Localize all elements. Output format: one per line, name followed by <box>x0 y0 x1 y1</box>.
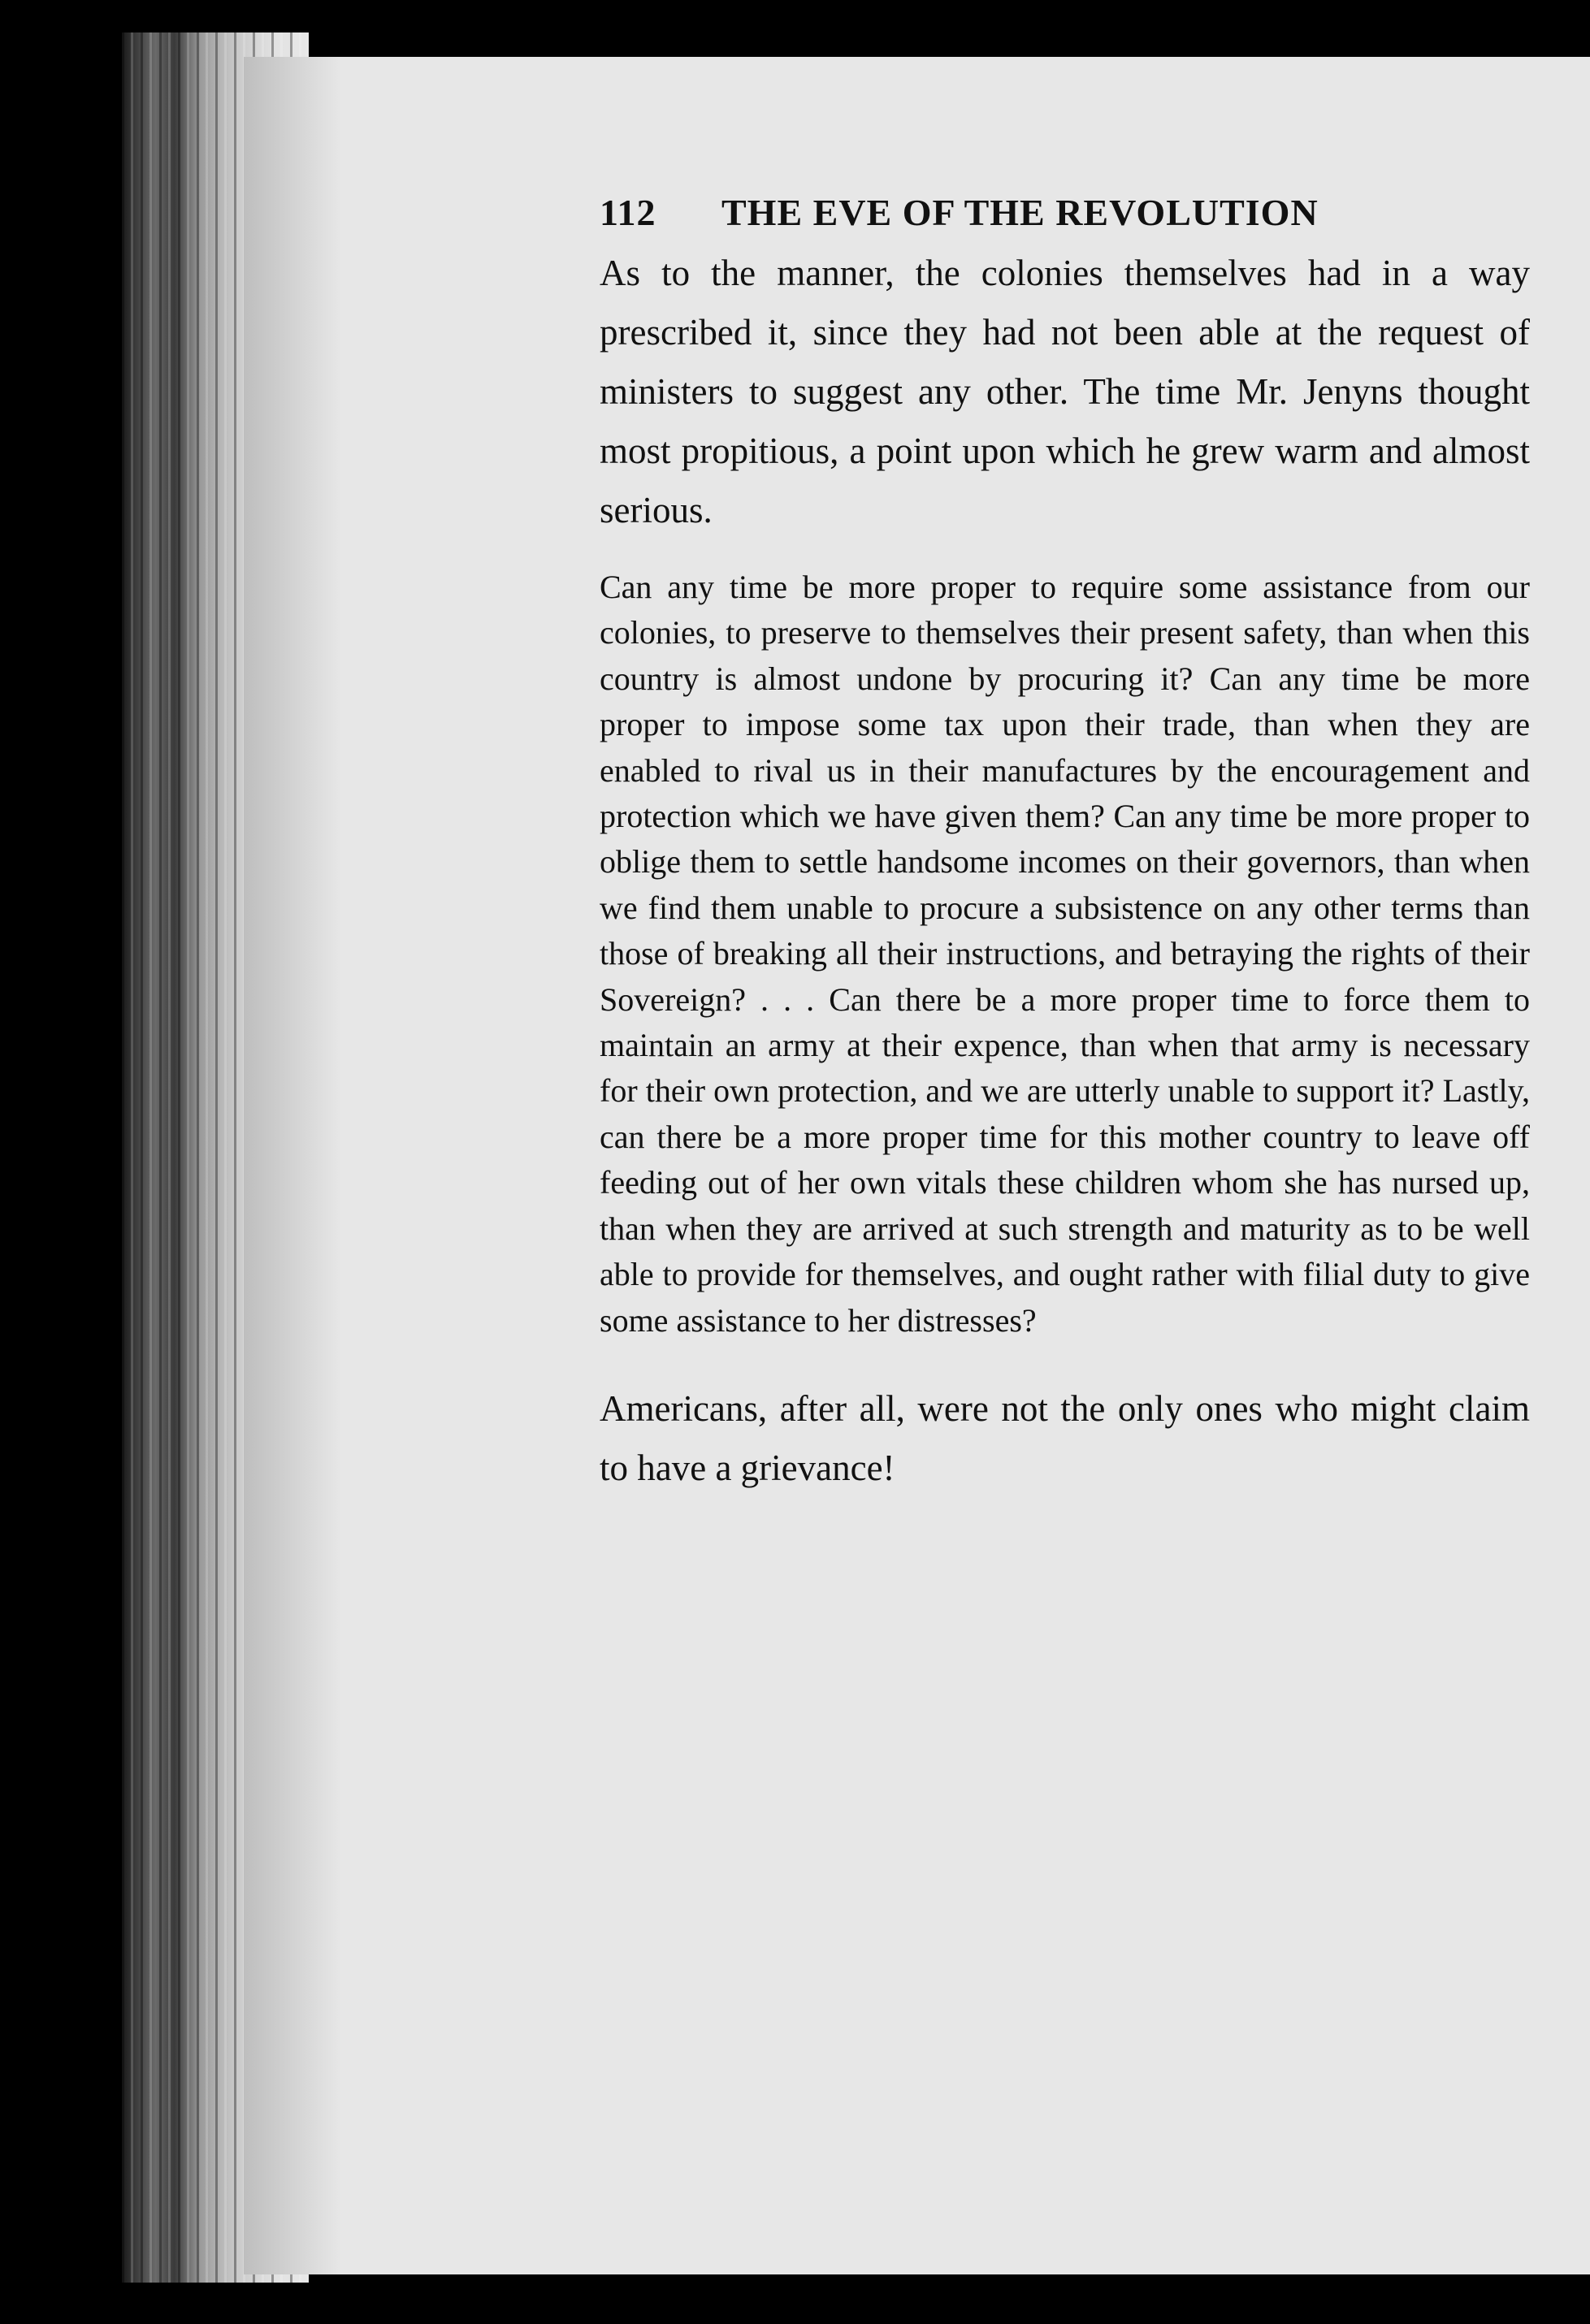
running-head <box>600 185 1530 240</box>
page-gutter-shadow <box>244 57 341 2274</box>
page-number: 112 <box>600 192 656 233</box>
page-text-block <box>600 185 1530 1498</box>
body-paragraph-2: Americans, after all, were not the only ones who might claim to have a grievance! <box>600 1387 1530 1488</box>
body-paragraph-1: As to the manner, the colonies themselves had in a way prescribed it, since they had not been able at the request of ministers to suggest any other. The time Mr. Jenyns thought most propitious, a point upon which he grew warm and almost serious. <box>600 253 1530 530</box>
block-quotation: Can any time be more proper to require some assistance from our colonies, to preserve to themselves their present safety, than when this country is almost undone by procuring it? Can any time be more proper to impose some tax upon their trade, than when they are enabled to rival us in their manufactures by the encouragement and protection which we have given them? Can any time be more proper to oblige them to settle handsome incomes on their governors, than when we find them unable to procure a subsistence on any other terms than those of breaking all their instructions, and betraying the rights of their Sovereign? . . . Can there be a more proper time to force them to maintain an army at their expence, than when that army is necessary for their own protection, and we are utterly unable to support it? Lastly, can there be a more proper time for this mother country to leave off feeding out of her own vitals these children whom she has nursed up, than when they are arrived at such strength and maturity as to be well able to provide for themselves, and ought rather with filial duty to give some assistance to her distresses? <box>600 569 1530 1339</box>
running-title: THE EVE OF THE REVOLUTION <box>721 192 1319 233</box>
